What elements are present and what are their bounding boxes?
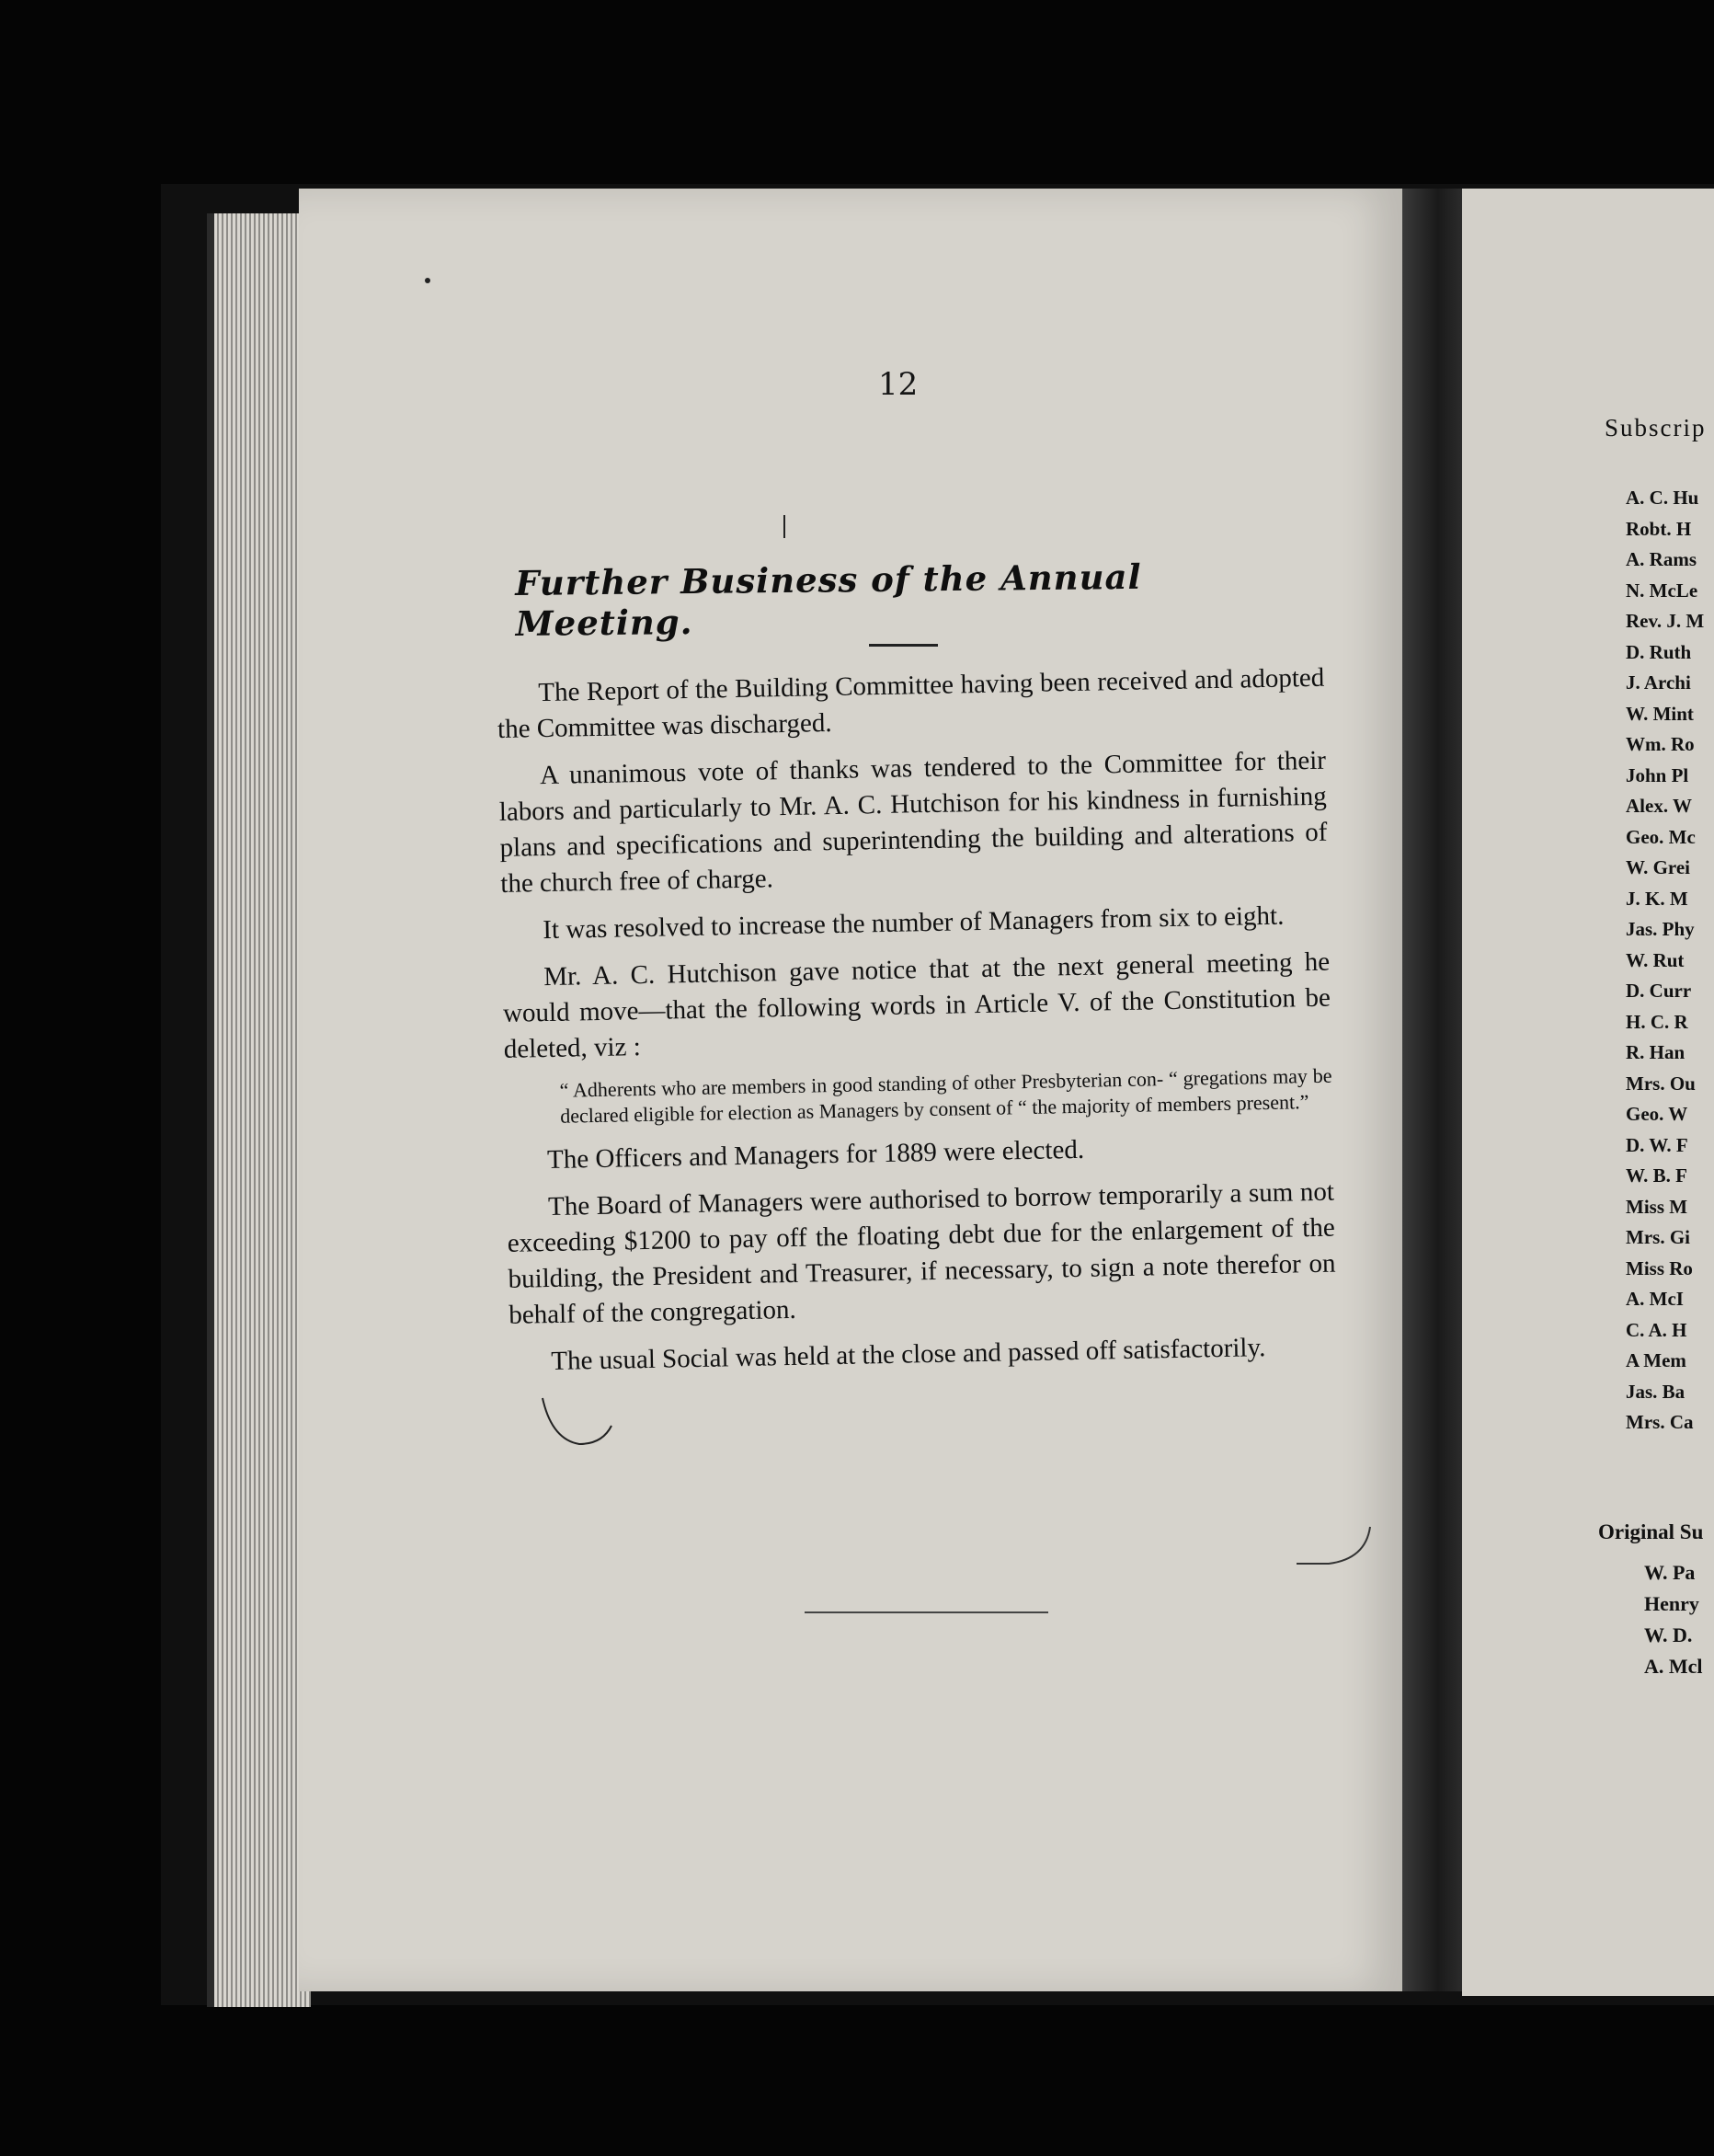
closing-rule [805,1611,1048,1613]
original-subscriber-list [1644,1557,1714,1682]
list-item: N. McLe [1626,579,1698,602]
page-edges [207,213,311,2007]
list-item: A. C. Hu [1626,487,1699,509]
list-item: Miss Ro [1626,1256,1693,1279]
list-item: H. C. R [1626,1010,1688,1033]
list-item: C. A. H [1626,1318,1687,1341]
list-item: Geo. Mc [1626,825,1696,848]
list-item: Jas. Phy [1626,918,1695,940]
list-item: Mrs. Gi [1626,1226,1690,1248]
list-item: D. Ruth [1626,640,1692,663]
section-heading: Further Business of the Annual Meeting. [515,556,1142,644]
list-item: A. McI [1626,1288,1684,1310]
list-item: W. D. [1644,1623,1693,1646]
quoted-article: “ Adherents who are members in good standing of other Presbyterian con- “ gregations may be declared eligible for election as Managers by consent of “ the majority of members present.” [559,1063,1332,1128]
list-item: W. Rut [1626,948,1685,971]
list-item: J. Archi [1626,671,1691,694]
book-gutter [1402,189,1462,1991]
heading-rule [869,644,938,647]
list-item: Mrs. Ou [1626,1072,1696,1095]
list-item: Mrs. Ca [1626,1411,1694,1433]
list-item: A Mem [1626,1349,1686,1371]
paragraph-vote-of-thanks: A unanimous vote of thanks was tendered to the Committee for their labors and particularly to Mr. A. C. Hutchison for his kindness in furnishing plans and specifications and superintending the building and alterations of the church free of charge. [498,745,1328,899]
paragraph-committee-report: The Report of the Building Committee having been received and adopted the Committee was discharged. [497,662,1325,744]
list-item: Robt. H [1626,517,1692,540]
original-subscribers-heading: Original Su [1598,1520,1704,1543]
list-item: W. Mint [1626,702,1694,725]
list-item: J. K. M [1626,887,1688,910]
paragraph-social: The usual Social was held at the close and passed off satisfactorily. [551,1333,1266,1376]
list-item: R. Han [1626,1041,1685,1063]
pencil-underline-mark [538,1393,621,1449]
right-page-heading: Subscrip [1605,414,1707,442]
paragraph-notice-of-motion: Mr. A. C. Hutchison gave notice that at the next general meeting he would move—that the following words in Article V. of the Constitution be deleted, viz : [502,946,1331,1064]
list-item: Geo. W [1626,1103,1688,1125]
paragraph-managers-increase: It was resolved to increase the number of Managers from six to eight. [543,900,1285,946]
list-item: A. Rams [1626,548,1697,570]
stray-tick [783,515,785,538]
pencil-mark [1292,1522,1375,1568]
list-item: W. B. F [1626,1164,1687,1187]
subscriber-list [1626,483,1714,1439]
paragraph-officers-elected: The Officers and Managers for 1889 were elected. [546,1134,1085,1175]
list-item: Henry [1644,1592,1699,1615]
paragraph-borrowing: The Board of Managers were authorised to borrow temporarily a sum not exceeding $1200 to pay off the floating debt due for the enlargement of the building, the President and Treasurer, if necessary, to sign a note therefor on behalf of the congregation. [507,1176,1336,1330]
list-item: John Pl [1626,763,1689,786]
page-number: 12 [878,366,919,403]
body-text [497,660,1338,1392]
list-item: D. W. F [1626,1133,1688,1156]
list-item: D. Curr [1626,980,1692,1002]
list-item: A. Mcl [1644,1655,1703,1678]
list-item: Alex. W [1626,795,1692,817]
list-item: W. Grei [1626,856,1691,878]
list-item: W. Pa [1644,1561,1696,1584]
list-item: Miss M [1626,1195,1688,1218]
list-item: Jas. Ba [1626,1380,1685,1403]
stray-dot [425,278,430,283]
list-item: Wm. Ro [1626,733,1695,755]
list-item: Rev. J. M [1626,610,1705,632]
